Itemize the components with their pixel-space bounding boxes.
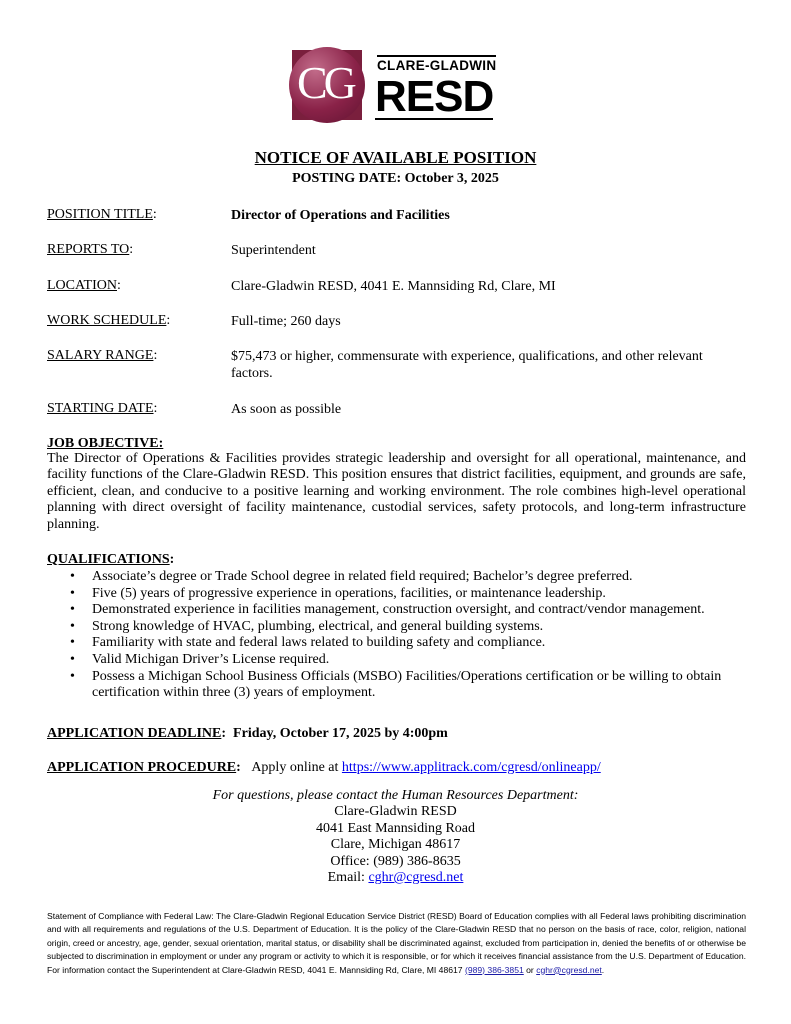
deadline-label: APPLICATION DEADLINE (47, 726, 222, 741)
qualification-item: • Associate’s degree or Trade School degree in related field required; Bachelor’s degree preferred. (47, 569, 747, 586)
contact-office-phone: Office: (989) 386-8635 (330, 853, 461, 869)
clare-gladwin-resd-logo (289, 47, 503, 123)
contact-email-link[interactable]: cghr@cgresd.net (368, 870, 464, 886)
field-label-work-schedule: WORK SCHEDULE: (47, 313, 171, 328)
qualification-item: • Possess a Michigan School Business Officials (MSBO) Facilities/Operations certification or be willing to obtain certification within three (3) years of employment. (47, 669, 747, 702)
compliance-email-link[interactable]: cghr@cgresd.net (536, 964, 602, 975)
field-label-reports-to: REPORTS TO: (47, 242, 134, 257)
qualification-item: • Valid Michigan Driver’s License required. (47, 652, 747, 669)
logo-main-text: RESD (375, 72, 494, 121)
field-value-reports-to: Superintendent (231, 243, 316, 258)
application-procedure: APPLICATION PROCEDURE: Apply online at https://www.applitrack.com/cgresd/onlineapp/ (47, 760, 601, 775)
procedure-prefix: Apply online at (251, 760, 339, 775)
field-value-work-schedule: Full-time; 260 days (231, 314, 341, 329)
field-label-starting-date: STARTING DATE: (47, 401, 158, 416)
contact-street: 4041 East Mannsiding Road (315, 820, 476, 836)
field-label-location: LOCATION: (47, 278, 121, 293)
qualification-item: • Five (5) years of progressive experience in operations, facilities, or maintenance leadership. (47, 586, 747, 603)
deadline-value: Friday, October 17, 2025 by 4:00pm (233, 726, 448, 741)
contact-intro: For questions, please contact the Human Resources Department: (212, 788, 579, 803)
notice-title: NOTICE OF AVAILABLE POSITION (254, 148, 537, 167)
application-deadline: APPLICATION DEADLINE: Friday, October 17, 2025 by 4:00pm (47, 726, 448, 741)
qualification-item: • Strong knowledge of HVAC, plumbing, electrical, and general building systems. (47, 619, 747, 636)
compliance-text: Statement of Compliance with Federal Law: The Clare-Gladwin Regional Education Service District (RESD) Board of Education complies with all Federal laws prohibiting discrimination and with all requirements and regulations of the U.S. Department of Education. It is the policy of the Clare-Gladwin RESD that no person on the basis of race, color, religion, national origin, creed or ancestry, age, gender, sexual orientation, marital status, or disability shall be discriminated against, excluded from participation in, denied the benefits of or otherwise be subjected to discrimination in employment or under any program or activity to which it is responsible, or for which it receives financial assistance from the U.S. Department of Education. For information contact the Superintendent at Clare-Gladwin RESD, 4041 E. Mannsiding Rd, Clare, MI 48617 (47, 911, 746, 975)
field-value-starting-date: As soon as possible (231, 402, 342, 417)
logo-initials: CG (297, 57, 353, 108)
contact-email-line: Email: cghr@cgresd.net (327, 870, 464, 886)
job-objective-text: The Director of Operations & Facilities provides strategic leadership and oversight for all operational, maintenance, and facility functions of the Clare-Gladwin RESD. This position ensures that district facilities, equipment, and grounds are safe, efficient, clean, and conducive to a positive learning and working environment. The role combines high-level operational planning with direct oversight of facility maintenance, custodial services, safety protocols, and long-term infrastructure planning. (47, 451, 746, 532)
compliance-phone-link[interactable]: (989) 386-3851 (464, 964, 524, 975)
qualification-item: • Familiarity with state and federal laws related to building safety and compliance. (47, 635, 747, 652)
field-value-location: Clare-Gladwin RESD, 4041 E. Mannsiding Rd, Clare, MI (231, 279, 556, 294)
application-link[interactable]: https://www.applitrack.com/cgresd/onlineapp/ (341, 760, 601, 775)
compliance-or: or (526, 964, 534, 975)
field-label-position-title: POSITION TITLE: (47, 207, 157, 222)
qualification-item: • Demonstrated experience in facilities management, construction oversight, and contract/vendor management. (47, 602, 747, 619)
qualifications-list (47, 569, 747, 702)
contact-city: Clare, Michigan 48617 (330, 837, 461, 853)
field-label-salary-range: SALARY RANGE: (47, 348, 158, 363)
job-objective-heading: JOB OBJECTIVE: (47, 436, 164, 451)
contact-block (0, 788, 791, 886)
logo-top-text: CLARE-GLADWIN (377, 55, 496, 74)
compliance-statement: Statement of Compliance with Federal Law: The Clare-Gladwin Regional Education Service District (RESD) Board of Education complies with all Federal laws prohibiting discrimination and with all requirements and regulations of the U.S. Department of Education. It is the policy of the Clare-Gladwin RESD that no person on the basis of race, color, religion, national origin, creed or ancestry, age, gender, sexual orientation, marital status, or disability shall be discriminated against, excluded from participation in, denied the benefits of or otherwise be subjected to discrimination in employment or under any program or activity to which it is responsible, or for which it receives financial assistance from the U.S. Department of Education. For information contact the Superintendent at Clare-Gladwin RESD, 4041 E. Mannsiding Rd, Clare, MI 48617 (989) 386-3851 or cghr@cgresd.net. (47, 911, 746, 975)
posting-date: POSTING DATE: October 3, 2025 (292, 171, 499, 186)
contact-org: Clare-Gladwin RESD (334, 804, 457, 820)
field-value-position-title: Director of Operations and Facilities (231, 208, 450, 223)
qualifications-heading: QUALIFICATIONS: (47, 552, 175, 567)
procedure-label: APPLICATION PROCEDURE (47, 760, 237, 775)
field-value-salary-range: $75,473 or higher, commensurate with experience, qualifications, and other relevant factors. (231, 349, 703, 381)
